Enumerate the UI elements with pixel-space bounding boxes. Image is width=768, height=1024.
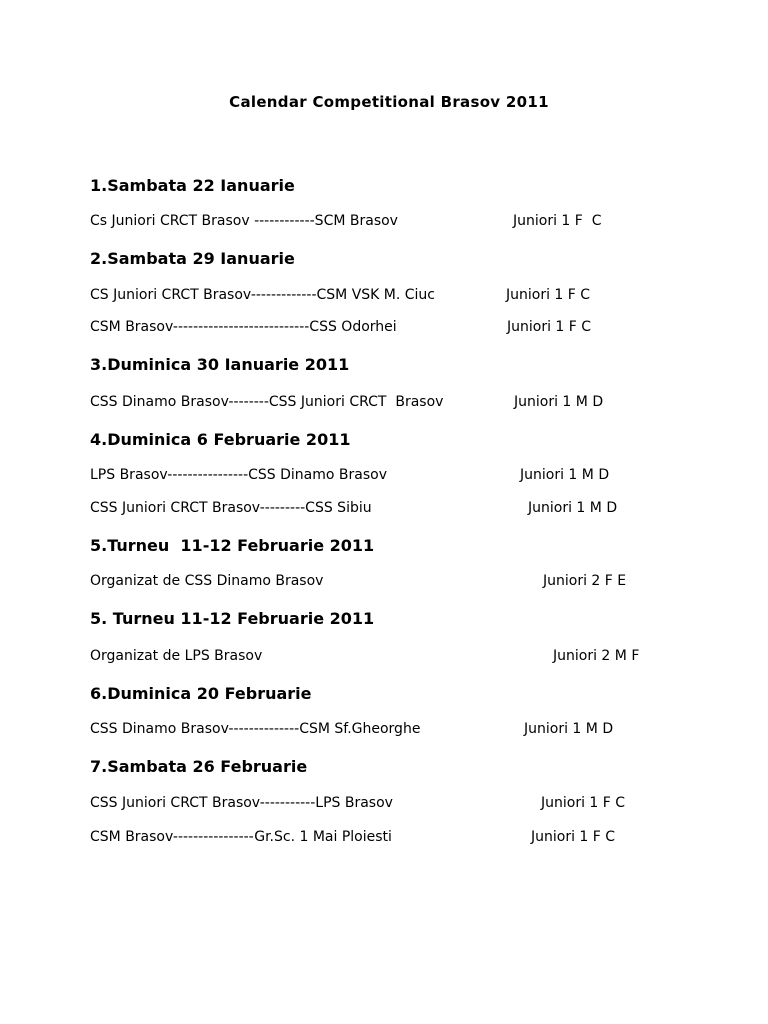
section-heading: 4.Duminica 6 Februarie 2011 xyxy=(90,430,351,449)
document-title: Calendar Competitional Brasov 2011 xyxy=(229,93,549,111)
match-teams: Organizat de LPS Brasov xyxy=(90,648,263,664)
match-category: Juniori 1 F C xyxy=(531,829,616,845)
match-teams: CSS Juniori CRCT Brasov---------CSS Sibiu xyxy=(90,500,372,516)
match-category: Juniori 1 M D xyxy=(528,500,618,516)
match-category: Juniori 1 F C xyxy=(506,287,591,303)
section-heading: 2.Sambata 29 Ianuarie xyxy=(90,249,295,268)
section-heading: 5. Turneu 11-12 Februarie 2011 xyxy=(90,609,375,628)
section-heading: 7.Sambata 26 Februarie xyxy=(90,757,308,776)
match-teams: Cs Juniori CRCT Brasov ------------SCM Brasov xyxy=(90,213,398,229)
match-category: Juniori 1 F C xyxy=(541,795,626,811)
match-teams: Organizat de CSS Dinamo Brasov xyxy=(90,573,324,589)
match-teams: CSS Dinamo Brasov--------CSS Juniori CRCT Brasov xyxy=(90,394,444,410)
match-teams: CSS Juniori CRCT Brasov-----------LPS Brasov xyxy=(90,795,393,811)
match-teams: CSS Dinamo Brasov--------------CSM Sf.Gheorghe xyxy=(90,721,421,737)
match-category: Juniori 2 F E xyxy=(543,573,627,589)
match-category: Juniori 1 M D xyxy=(524,721,614,737)
section-heading: 1.Sambata 22 Ianuarie xyxy=(90,176,295,195)
match-category: Juniori 1 M D xyxy=(514,394,604,410)
match-category: Juniori 1 M D xyxy=(520,467,610,483)
match-teams: CS Juniori CRCT Brasov-------------CSM VSK M. Ciuc xyxy=(90,287,436,303)
match-teams: CSM Brasov---------------------------CSS Odorhei xyxy=(90,319,397,335)
match-teams: CSM Brasov----------------Gr.Sc. 1 Mai Ploiesti xyxy=(90,829,392,845)
section-heading: 3.Duminica 30 Ianuarie 2011 xyxy=(90,355,350,374)
match-category: Juniori 1 F C xyxy=(507,319,592,335)
match-teams: LPS Brasov----------------CSS Dinamo Brasov xyxy=(90,467,387,483)
section-heading: 5.Turneu 11-12 Februarie 2011 xyxy=(90,536,375,555)
match-category: Juniori 2 M F xyxy=(553,648,640,664)
section-heading: 6.Duminica 20 Februarie xyxy=(90,684,312,703)
match-category: Juniori 1 F C xyxy=(513,213,602,229)
